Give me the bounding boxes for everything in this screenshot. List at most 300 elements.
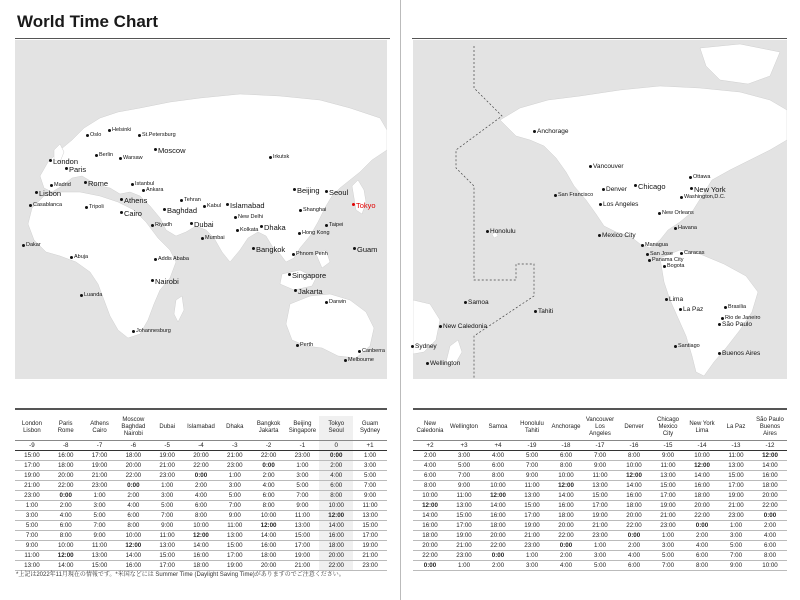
city-label: Sydney	[415, 343, 437, 350]
time-cell: 3:00	[286, 470, 320, 480]
time-cell: 21:00	[15, 480, 49, 490]
time-cell: 3:00	[515, 560, 549, 570]
city-marker	[70, 256, 73, 259]
city-label: Darwin	[329, 299, 347, 305]
offset-cell: +3	[447, 440, 481, 450]
time-cell: 17:00	[83, 450, 117, 460]
city-label: Irkutsk	[273, 154, 290, 160]
city-marker	[658, 212, 661, 215]
city-label: Warsaw	[123, 155, 143, 161]
time-cell: 15:00	[447, 510, 481, 520]
city-marker	[534, 310, 537, 313]
time-cell: 19:00	[15, 470, 49, 480]
time-cell: 21:00	[150, 460, 184, 470]
time-cell: 23:00	[515, 540, 549, 550]
city-marker	[132, 330, 135, 333]
city-marker	[679, 308, 682, 311]
time-cell: 18:00	[753, 480, 787, 490]
city-marker	[411, 345, 414, 348]
time-cell: 19:00	[515, 520, 549, 530]
time-cell: 15:00	[583, 490, 617, 500]
time-cell: 9:00	[83, 530, 117, 540]
city-marker	[674, 227, 677, 230]
time-cell: 17:00	[286, 540, 320, 550]
offset-cell: -9	[15, 440, 49, 450]
city-label: Rio de Janeiro	[725, 315, 761, 321]
time-cell: 18:00	[685, 490, 719, 500]
table-row	[15, 510, 387, 520]
time-cell: 19:00	[353, 540, 387, 550]
footnote: *上記は2022年11月現在の情報です。*米国などには Summer Time (Daylight Saving Time)がありますのでご注意ください。	[16, 572, 345, 578]
time-cell: 17:00	[218, 550, 252, 560]
column-header: Islamabad	[184, 416, 218, 440]
table-row	[15, 450, 387, 460]
column-header: Honolulu Tahiti	[515, 416, 549, 440]
city-marker	[142, 189, 145, 192]
time-cell: 6:00	[617, 560, 651, 570]
time-cell: 14:00	[481, 500, 515, 510]
time-cell: 13:00	[583, 480, 617, 490]
time-cell: 15:00	[218, 540, 252, 550]
city-label: Casablanca	[33, 202, 63, 208]
time-cell: 1:00	[719, 520, 753, 530]
city-marker	[296, 344, 299, 347]
city-label: Taipei	[329, 222, 344, 228]
table-row	[413, 510, 787, 520]
time-cell: 7:00	[150, 510, 184, 520]
city-marker	[29, 204, 32, 207]
city-label: Nairobi	[155, 277, 179, 286]
time-cell: 10:00	[413, 490, 447, 500]
time-cell: 8:00	[49, 530, 83, 540]
time-cell: 3:00	[719, 530, 753, 540]
time-cell: 8:00	[481, 470, 515, 480]
city-label: Buenos Aires	[722, 350, 761, 357]
time-cell: 11:00	[15, 550, 49, 560]
table-row	[15, 500, 387, 510]
time-cell: 6:00	[481, 460, 515, 470]
city-label: Melbourne	[348, 357, 374, 363]
page-title: World Time Chart	[17, 12, 159, 31]
time-cell: 5:00	[719, 540, 753, 550]
city-marker	[190, 222, 193, 225]
table-row	[413, 550, 787, 560]
time-cell: 3:00	[218, 480, 252, 490]
city-label: Honolulu	[490, 228, 516, 235]
offset-cell: -18	[549, 440, 583, 450]
time-cell: 6:00	[319, 480, 353, 490]
time-cell: 11:00	[583, 470, 617, 480]
time-cell: 13:00	[447, 500, 481, 510]
city-marker	[598, 234, 601, 237]
city-label: Perth	[300, 342, 314, 348]
city-label: Guam	[357, 245, 378, 254]
city-label: San Francisco	[558, 192, 594, 198]
city-label: Mexico City	[602, 232, 636, 239]
time-cell: 3:00	[83, 500, 117, 510]
time-cell: 17:00	[150, 560, 184, 570]
time-cell: 8:00	[617, 450, 651, 460]
time-cell: 4:00	[481, 450, 515, 460]
city-marker	[95, 154, 98, 157]
city-label: Ankara	[146, 187, 164, 193]
city-label: Havana	[678, 225, 697, 231]
city-label: Jakarta	[298, 287, 323, 296]
offset-cell: 0	[319, 440, 353, 450]
offset-cell: -2	[252, 440, 286, 450]
city-marker	[718, 323, 721, 326]
city-label: New Caledonia	[443, 323, 488, 330]
time-cell: 18:00	[184, 560, 218, 570]
city-label: Santiago	[678, 343, 700, 349]
city-label: Shanghai	[303, 207, 327, 213]
time-cell: 19:00	[583, 510, 617, 520]
time-cell: 4:00	[49, 510, 83, 520]
time-cell: 2:00	[413, 450, 447, 460]
city-label: Tehran	[184, 197, 201, 203]
time-cell: 21:00	[286, 560, 320, 570]
time-cell: 23:00	[15, 490, 49, 500]
time-cell: 16:00	[49, 450, 83, 460]
time-cell: 11:00	[150, 530, 184, 540]
city-label: New Orleans	[662, 210, 694, 216]
column-header: Athens Cairo	[83, 416, 117, 440]
city-label: Islamabad	[230, 201, 265, 210]
city-label: Madrid	[54, 182, 71, 188]
city-marker	[641, 244, 644, 247]
time-cell: 16:00	[116, 560, 150, 570]
city-marker	[602, 188, 605, 191]
time-cell: 20:00	[319, 550, 353, 560]
time-cell: 12:00	[753, 450, 787, 460]
time-cell: 6:00	[116, 510, 150, 520]
time-cell: 2:00	[184, 480, 218, 490]
time-cell: 10:00	[685, 450, 719, 460]
time-cell: 20:00	[252, 560, 286, 570]
time-cell: 22:00	[753, 500, 787, 510]
map-eastern-hemisphere	[15, 40, 387, 379]
offset-cell: -13	[719, 440, 753, 450]
city-label: Berlin	[99, 152, 114, 158]
time-cell: 7:00	[353, 480, 387, 490]
city-label: Lima	[669, 296, 684, 303]
time-cell: 9:00	[15, 540, 49, 550]
city-marker	[234, 216, 237, 219]
time-cell: 19:00	[286, 550, 320, 560]
time-cell: 23:00	[447, 550, 481, 560]
time-cell: 16:00	[617, 490, 651, 500]
time-cell: 17:00	[719, 480, 753, 490]
time-cell: 17:00	[447, 520, 481, 530]
time-cell: 9:00	[150, 520, 184, 530]
city-marker	[646, 253, 649, 256]
city-marker	[201, 237, 204, 240]
city-marker	[84, 181, 87, 184]
time-cell: 0:00	[481, 550, 515, 560]
offset-cell: -1	[286, 440, 320, 450]
time-cell: 0:00	[549, 540, 583, 550]
city-marker	[298, 232, 301, 235]
table-row	[15, 550, 387, 560]
city-marker	[718, 352, 721, 355]
city-marker	[358, 350, 361, 353]
time-cell: 23:00	[218, 460, 252, 470]
city-marker	[680, 196, 683, 199]
city-marker	[252, 247, 255, 250]
time-cell: 0:00	[252, 460, 286, 470]
table-row	[413, 470, 787, 480]
time-cell: 19:00	[83, 460, 117, 470]
time-cell: 9:00	[286, 500, 320, 510]
city-label: Istanbul	[135, 181, 155, 187]
time-cell: 9:00	[719, 560, 753, 570]
city-marker	[724, 306, 727, 309]
time-cell: 19:00	[218, 560, 252, 570]
time-cell: 21:00	[583, 520, 617, 530]
time-cell: 1:00	[447, 560, 481, 570]
city-marker	[665, 298, 668, 301]
city-marker	[85, 206, 88, 209]
city-marker	[120, 211, 123, 214]
time-cell: 15:00	[15, 450, 49, 460]
time-cell: 15:00	[353, 520, 387, 530]
city-marker	[119, 157, 122, 160]
city-marker	[299, 209, 302, 212]
city-marker	[353, 247, 356, 250]
time-cell: 20:00	[49, 470, 83, 480]
city-label: Bangkok	[256, 245, 286, 254]
city-label: Kolkata	[240, 227, 259, 233]
table-row	[15, 460, 387, 470]
column-header: Denver	[617, 416, 651, 440]
city-label: New Delhi	[238, 214, 264, 220]
city-marker	[236, 229, 239, 232]
time-cell: 16:00	[753, 470, 787, 480]
city-label: Seoul	[329, 188, 349, 197]
time-cell: 1:00	[515, 550, 549, 560]
city-marker	[352, 203, 355, 206]
time-cell: 3:00	[15, 510, 49, 520]
city-label: Phnom Penh	[296, 251, 328, 257]
time-cell: 16:00	[184, 550, 218, 560]
time-cell: 5:00	[651, 550, 685, 560]
time-cell: 11:00	[719, 450, 753, 460]
time-cell: 0:00	[753, 510, 787, 520]
time-cell: 22:00	[319, 560, 353, 570]
time-cell: 18:00	[252, 550, 286, 560]
time-cell: 11:00	[83, 540, 117, 550]
time-cell: 9:00	[651, 450, 685, 460]
time-cell: 8:00	[319, 490, 353, 500]
time-cell: 10:00	[116, 530, 150, 540]
time-cell: 1:00	[583, 540, 617, 550]
table-row	[15, 480, 387, 490]
time-cell: 18:00	[617, 500, 651, 510]
time-cell: 16:00	[481, 510, 515, 520]
city-marker	[426, 362, 429, 365]
time-cell: 13:00	[651, 470, 685, 480]
city-label: Canberra	[362, 348, 385, 354]
city-label: Brasilia	[728, 304, 747, 310]
time-cell: 7:00	[447, 470, 481, 480]
time-cell: 14:00	[413, 510, 447, 520]
time-cell: 1:00	[15, 500, 49, 510]
time-cell: 21:00	[83, 470, 117, 480]
time-cell: 0:00	[319, 450, 353, 460]
time-cell: 3:00	[150, 490, 184, 500]
city-marker	[293, 188, 296, 191]
time-cell: 8:00	[413, 480, 447, 490]
city-marker	[589, 165, 592, 168]
city-label: Helsinki	[112, 127, 132, 133]
time-cell: 4:00	[252, 480, 286, 490]
time-cell: 22:00	[413, 550, 447, 560]
offset-cell: +1	[353, 440, 387, 450]
column-header: New York Lima	[685, 416, 719, 440]
time-cell: 14:00	[549, 490, 583, 500]
city-marker	[269, 156, 272, 159]
time-cell: 18:00	[319, 540, 353, 550]
city-marker	[65, 167, 68, 170]
time-cell: 3:00	[447, 450, 481, 460]
offset-cell: -16	[617, 440, 651, 450]
time-cell: 7:00	[719, 550, 753, 560]
city-marker	[288, 273, 291, 276]
city-label: Lisbon	[39, 189, 62, 198]
offset-cell: -14	[685, 440, 719, 450]
city-label: Mumbai	[205, 235, 225, 241]
time-cell: 20:00	[481, 530, 515, 540]
time-cell: 15:00	[286, 530, 320, 540]
time-cell: 10:00	[252, 510, 286, 520]
city-label: San Jose	[650, 251, 673, 257]
city-label: Samoa	[468, 299, 489, 306]
time-cell: 12:00	[617, 470, 651, 480]
city-label: Dubai	[194, 220, 214, 229]
time-cell: 0:00	[413, 560, 447, 570]
time-cell: 11:00	[447, 490, 481, 500]
time-cell: 1:00	[286, 460, 320, 470]
city-marker	[80, 294, 83, 297]
column-header: London Lisbon	[15, 416, 49, 440]
time-cell: 12:00	[319, 510, 353, 520]
city-label: Riyadh	[155, 222, 173, 228]
city-marker	[226, 203, 229, 206]
table-row	[413, 490, 787, 500]
city-label: Paris	[69, 165, 87, 174]
city-marker	[533, 130, 536, 133]
time-cell: 2:00	[116, 490, 150, 500]
time-cell: 2:00	[49, 500, 83, 510]
city-marker	[634, 184, 637, 187]
time-cell: 13:00	[353, 510, 387, 520]
time-cell: 9:00	[218, 510, 252, 520]
city-label: Rome	[88, 179, 109, 188]
table-row	[15, 530, 387, 540]
time-cell: 6:00	[549, 450, 583, 460]
time-cell: 4:00	[319, 470, 353, 480]
column-header: New Caledonia	[413, 416, 447, 440]
time-cell: 7:00	[83, 520, 117, 530]
time-cell: 11:00	[651, 460, 685, 470]
city-label: Managua	[645, 242, 668, 248]
column-header: Tokyo Seoul	[319, 416, 353, 440]
time-cell: 2:00	[252, 470, 286, 480]
time-cell: 10:00	[184, 520, 218, 530]
table-row	[413, 540, 787, 550]
time-cell: 22:00	[617, 520, 651, 530]
city-marker	[721, 317, 724, 320]
time-cell: 15:00	[150, 550, 184, 560]
table-row	[413, 450, 787, 460]
city-marker	[674, 345, 677, 348]
table-row	[413, 530, 787, 540]
column-header: Vancouver Los Angeles	[583, 416, 617, 440]
offset-cell: -7	[83, 440, 117, 450]
city-marker	[325, 224, 328, 227]
time-cell: 17:00	[651, 490, 685, 500]
city-marker	[22, 244, 25, 247]
city-label: St.Petersburg	[142, 132, 176, 138]
time-cell: 2:00	[685, 530, 719, 540]
city-label: Los Angeles	[603, 201, 639, 208]
offset-cell: -17	[583, 440, 617, 450]
time-cell: 2:00	[753, 520, 787, 530]
city-marker	[599, 203, 602, 206]
city-label: Tahiti	[538, 308, 554, 315]
time-cell: 19:00	[150, 450, 184, 460]
time-cell: 8:00	[549, 460, 583, 470]
time-cell: 17:00	[515, 510, 549, 520]
time-cell: 13:00	[150, 540, 184, 550]
time-cell: 5:00	[150, 500, 184, 510]
time-cell: 5:00	[515, 450, 549, 460]
time-cell: 4:00	[685, 540, 719, 550]
time-cell: 11:00	[515, 480, 549, 490]
time-cell: 5:00	[583, 560, 617, 570]
column-header: Guam Sydney	[353, 416, 387, 440]
time-cell: 3:00	[353, 460, 387, 470]
time-cell: 6:00	[413, 470, 447, 480]
city-marker	[294, 289, 297, 292]
time-cell: 15:00	[719, 470, 753, 480]
time-cell: 14:00	[753, 460, 787, 470]
time-cell: 20:00	[413, 540, 447, 550]
time-cell: 8:00	[252, 500, 286, 510]
time-cell: 16:00	[319, 530, 353, 540]
title-rule-right	[412, 38, 787, 39]
time-cell: 6:00	[685, 550, 719, 560]
time-cell: 7:00	[286, 490, 320, 500]
column-header: Dubai	[150, 416, 184, 440]
city-marker	[325, 301, 328, 304]
time-cell: 8:00	[753, 550, 787, 560]
time-cell: 1:00	[83, 490, 117, 500]
table-row	[413, 460, 787, 470]
time-cell: 7:00	[218, 500, 252, 510]
column-header: Dhaka	[218, 416, 252, 440]
time-cell: 13:00	[83, 550, 117, 560]
city-label: Kabul	[207, 203, 222, 209]
time-cell: 6:00	[184, 500, 218, 510]
column-header: Beijing Singapore	[286, 416, 320, 440]
time-cell: 18:00	[49, 460, 83, 470]
city-label: Dakar	[26, 242, 41, 248]
city-label: Wellington	[430, 360, 461, 367]
time-cell: 12:00	[413, 500, 447, 510]
city-label: Hong Kong	[302, 230, 330, 236]
city-marker	[151, 279, 154, 282]
